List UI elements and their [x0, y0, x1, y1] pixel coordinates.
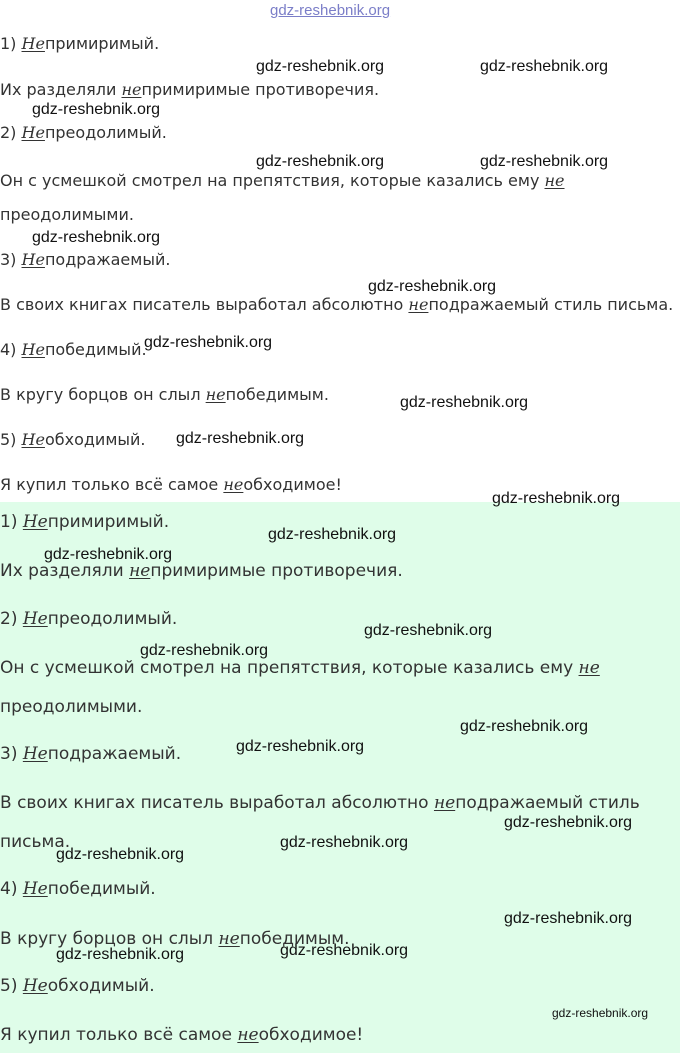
sentence-text: подражаемый стиль письма. — [428, 295, 674, 314]
negation-particle: Не — [21, 340, 45, 359]
item-heading — [0, 879, 156, 899]
sentence-text: примиримые противоречия. — [150, 561, 403, 581]
item-number: 1) — [0, 34, 22, 53]
negation-particle: Не — [22, 512, 48, 532]
watermark-text: gdz-reshebnik.org — [368, 278, 497, 295]
item-heading — [0, 430, 146, 450]
item-number: 3) — [0, 744, 23, 764]
sentence-text: Их разделяли — [0, 80, 122, 99]
sentence-text: Он с усмешкой смотрел на препятствия, которые казались ему — [0, 171, 545, 190]
item-heading — [0, 976, 155, 996]
sentence-text: подражаемый. — [47, 744, 182, 764]
sentence-text: письма. — [0, 832, 71, 852]
watermark-text: gdz-reshebnik.org — [144, 334, 273, 351]
watermark-text: gdz-reshebnik.org — [176, 430, 305, 447]
example-sentence — [0, 697, 142, 717]
watermark-text: gdz-reshebnik.org — [480, 58, 609, 75]
negation-particle: не — [578, 658, 600, 678]
watermark-text: gdz-reshebnik.org — [56, 846, 185, 863]
sentence-text: примиримый. — [47, 512, 170, 532]
example-sentence — [0, 171, 565, 191]
sentence-text: преодолимый. — [47, 609, 178, 629]
sentence-text: В кругу борцов он слыл — [0, 385, 206, 404]
sentence-text: примиримый. — [44, 34, 160, 53]
watermark-text: gdz-reshebnik.org — [504, 814, 633, 831]
item-heading — [0, 609, 177, 629]
sentence-text: В своих книгах писатель выработал абсолютно — [0, 793, 434, 813]
watermark-text: gdz-reshebnik.org — [460, 718, 589, 735]
watermark-text: gdz-reshebnik.org — [552, 1006, 649, 1020]
item-heading — [0, 123, 167, 143]
example-sentence — [0, 295, 673, 315]
watermark-text: gdz-reshebnik.org — [44, 546, 173, 563]
negation-particle: не — [433, 793, 456, 813]
item-number: 5) — [0, 430, 22, 449]
watermark-text: gdz-reshebnik.org — [140, 642, 269, 659]
item-heading — [0, 340, 147, 360]
watermark-text: gdz-reshebnik.org — [256, 153, 385, 170]
example-sentence — [0, 205, 134, 225]
watermark-text: gdz-reshebnik.org — [480, 153, 609, 170]
negation-particle: Не — [21, 34, 45, 53]
watermark-text: gdz-reshebnik.org — [268, 526, 397, 543]
negation-particle: не — [223, 475, 244, 494]
negation-particle: Не — [22, 609, 48, 629]
example-sentence — [0, 793, 640, 813]
negation-particle: не — [408, 295, 429, 314]
negation-particle: Не — [22, 744, 48, 764]
sentence-text: Я купил только всё самое — [0, 1025, 238, 1045]
negation-particle: не — [205, 385, 226, 404]
negation-particle: не — [544, 171, 565, 190]
watermark-text: gdz-reshebnik.org — [32, 229, 161, 246]
item-number: 4) — [0, 879, 23, 899]
negation-particle: Не — [22, 976, 48, 996]
negation-particle: не — [129, 561, 151, 581]
item-number: 3) — [0, 250, 22, 269]
sentence-text: Он с усмешкой смотрел на препятствия, которые казались ему — [0, 658, 579, 678]
sentence-text: преодолимый. — [44, 123, 167, 142]
sentence-text: обходимое! — [258, 1025, 364, 1045]
sentence-text: преодолимыми. — [0, 697, 143, 717]
item-heading — [0, 34, 159, 54]
watermark-text: gdz-reshebnik.org — [280, 834, 409, 851]
sentence-text: подражаемый стиль — [455, 793, 640, 813]
watermark-text: gdz-reshebnik.org — [256, 58, 385, 75]
watermark-text: gdz-reshebnik.org — [280, 942, 409, 959]
negation-particle: не — [121, 80, 142, 99]
sentence-text: Я купил только всё самое — [0, 475, 224, 494]
negation-particle: Не — [21, 123, 45, 142]
watermark-text: gdz-reshebnik.org — [32, 101, 161, 118]
item-heading — [0, 744, 181, 764]
example-sentence — [0, 1025, 363, 1045]
sentence-text: В своих книгах писатель выработал абсолютно — [0, 295, 409, 314]
negation-particle: не — [237, 1025, 259, 1045]
example-sentence — [0, 658, 600, 678]
header-site-link[interactable]: gdz-reshebnik.org — [270, 2, 391, 19]
example-sentence — [0, 80, 379, 100]
green-answer-block — [0, 502, 680, 1053]
sentence-text: победимым. — [225, 385, 329, 404]
watermark-text: gdz-reshebnik.org — [504, 910, 633, 927]
sentence-text: преодолимыми. — [0, 205, 134, 224]
item-number: 1) — [0, 512, 23, 532]
sentence-text: победимым. — [239, 929, 350, 949]
sentence-text: подражаемый. — [44, 250, 171, 269]
item-number: 2) — [0, 609, 23, 629]
sentence-text: обходимый. — [44, 430, 146, 449]
negation-particle: Не — [21, 430, 45, 449]
item-heading — [0, 512, 169, 532]
sentence-text: обходимый. — [47, 976, 155, 996]
watermark-text: gdz-reshebnik.org — [364, 622, 493, 639]
item-number: 4) — [0, 340, 22, 359]
sentence-text: победимый. — [44, 340, 147, 359]
sentence-text: В кругу борцов он слыл — [0, 929, 219, 949]
item-heading — [0, 250, 170, 270]
watermark-text: gdz-reshebnik.org — [56, 946, 185, 963]
watermark-text: gdz-reshebnik.org — [236, 738, 365, 755]
example-sentence — [0, 385, 329, 405]
example-sentence — [0, 561, 403, 581]
negation-particle: не — [218, 929, 240, 949]
item-number: 5) — [0, 976, 23, 996]
sentence-text: победимый. — [47, 879, 156, 899]
item-number: 2) — [0, 123, 22, 142]
watermark-text: gdz-reshebnik.org — [400, 394, 529, 411]
sentence-text: обходимое! — [243, 475, 342, 494]
example-sentence — [0, 475, 342, 495]
sentence-text: примиримые противоречия. — [141, 80, 380, 99]
watermark-text: gdz-reshebnik.org — [492, 490, 621, 507]
negation-particle: Не — [22, 879, 48, 899]
negation-particle: Не — [21, 250, 45, 269]
sentence-text: Их разделяли — [0, 561, 130, 581]
